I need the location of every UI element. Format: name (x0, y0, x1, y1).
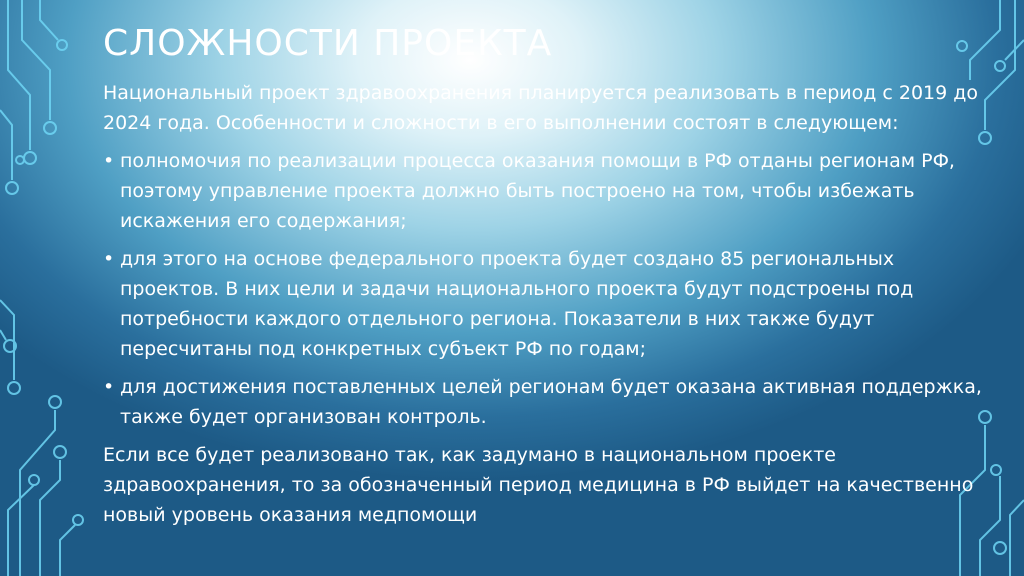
slide-title: СЛОЖНОСТИ ПРОЕКТА (103, 23, 553, 64)
bullet-item: • для достижения поставленных целей регионам будет оказана активная поддержка, также будет организован контроль. (103, 372, 983, 432)
intro-paragraph: Национальный проект здравоохранения планируется реализовать в период с 2019 до 2024 года. Особенности и сложности в его выполнении состоят в следующем: (103, 82, 979, 134)
conclusion-paragraph: Если все будет реализовано так, как задумано в национальном проекте здравоохранения, то за обозначенный период медицина в РФ выйдет на качественно новый уровень оказания медпомощи (103, 444, 974, 526)
bullet-item: • полномочия по реализации процесса оказания помощи в РФ отданы регионам РФ, поэтому управление проекта должно быть построено на том, чтобы избежать искажения его содержания; (103, 146, 983, 236)
slide-content (103, 20, 983, 576)
bullet-list (103, 146, 983, 432)
bullet-item: • для этого на основе федерального проекта будет создано 85 региональных проектов. В них цели и задачи национального проекта будут подстроены под потребности каждого отдельного региона. Показатели в них также будут пересчитаны под конкретных субъект РФ по годам; (103, 244, 983, 364)
